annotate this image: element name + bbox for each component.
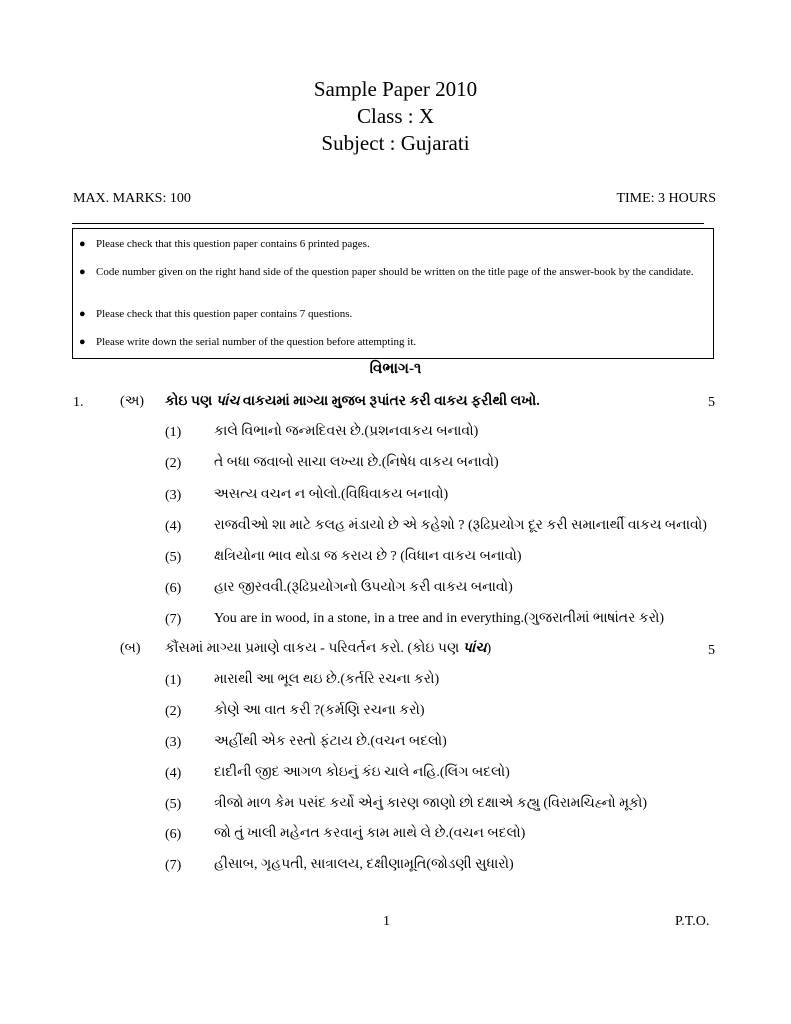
item-text: તે બધા જવાબો સાચા લખ્યા છે.(નિષેધ વાકય બનાવો) [214,455,499,470]
question-number: 1. [73,395,84,410]
item-number: (5) [165,797,182,812]
item-text: હાર જીરવવી.(રૂઢિપ્રયોગનો ઉપયોગ કરી વાકય બનાવો) [214,580,513,595]
item-number: (6) [165,581,182,596]
class-line: Class : X [356,104,434,128]
prompt-post: ) [486,641,492,656]
time-allowed: TIME: 3 HOURS [616,191,716,206]
item-number: (4) [165,766,182,781]
item-number: (1) [165,673,182,688]
item-text: You are in wood, in a stone, in a tree and in everything.(ગુજરાતીમાં ભાષાંતર કરો) [214,611,665,626]
item-text: ક્ષત્રિયોના ભાવ થોડા જ કરાય છે ? (વિધાન વાકય બનાવો) [214,549,522,564]
item-text: હીસાબ, ગૃહપતી, સાત્રાલય, દક્ષીણામૂતિ(જોડણી સુધારો) [214,857,514,872]
max-marks: MAX. MARKS: 100 [73,191,191,206]
instruction-text: Please check that this question paper contains 7 questions. [96,308,353,320]
item-text: અસત્ય વચન ન બોલો.(વિધિવાકય બનાવો) [214,487,449,502]
instruction-text: Code number given on the right hand side of the question paper should be written on the title page of the answer-book by the candidate. [96,266,694,278]
bullet-icon: ● [79,308,86,320]
item-text: ત્રીજો માળ કેમ પસંદ કર્યો એનું કારણ જાણો છો દક્ષાએ કહ્યુ (વિરામચિહ્નો મૂકો) [214,796,648,811]
page-number: 1 [383,914,390,929]
header-rule [72,223,704,224]
item-number: (7) [165,612,182,627]
item-text: મારાથી આ ભૂલ થઇ છે.(કર્તરિ રચના કરો) [214,672,440,687]
item-text: જો તું ખાલી મહેનત કરવાનું કામ માથે લે છે.(વચન બદલો) [214,826,526,841]
item-number: (2) [165,456,182,471]
item-number: (1) [165,425,182,440]
subject-line: Subject : Gujarati [321,131,470,155]
bullet-icon: ● [79,266,86,278]
bullet-icon: ● [79,336,86,348]
prompt-pre: કોઇ પણ [165,394,216,409]
item-text: કાલે વિભાનો જન્મદિવસ છે.(પ્રશનવાકય બનાવો) [214,424,479,439]
instruction-text: Please check that this question paper contains 6 printed pages. [96,238,370,250]
item-number: (2) [165,704,182,719]
item-number: (6) [165,827,182,842]
instructions-box [72,228,714,359]
item-number: (5) [165,550,182,565]
paper-title: Sample Paper 2010 [313,77,478,101]
item-text: દાદીની જીદ આગળ કોઇનું કંઇ ચાલે નહિ.(લિંગ બદલો) [214,765,510,780]
pto-label: P.T.O. [675,914,710,929]
prompt-pre: કૌંસમાં માગ્યા પ્રમાણે વાકય - પરિવર્તન કરો. (કોઇ પણ [165,641,463,656]
item-text: રાજવીઓ શા માટે કલહ મંડાયો છે એ કહેશો ? (રૂઢિપ્રયોગ દૂર કરી સમાનાર્થી વાકય બનાવો) [214,518,707,533]
prompt-post: વાકયમાં માગ્યા મુજબ રૂપાંતર કરી વાકય ફરીથી લખો. [239,394,540,409]
prompt-emphasis: પાંચ [215,394,240,409]
instruction-text: Please write down the serial number of the question before attempting it. [96,336,417,348]
section-title: વિભાગ-૧ [369,361,422,377]
part-a-label: (અ) [120,394,145,409]
item-number: (3) [165,488,182,503]
bullet-icon: ● [79,238,86,250]
part-b-label: (બ) [120,641,141,656]
prompt-emphasis: પાંચ [462,641,487,656]
item-number: (3) [165,735,182,750]
part-a-prompt [165,394,540,410]
item-number: (4) [165,519,182,534]
item-text: કોણે આ વાત કરી ?(કર્મણિ રચના કરો) [214,703,425,718]
item-number: (7) [165,858,182,873]
part-b-marks: 5 [708,643,715,658]
item-text: અહીંથી એક રસ્તો ફંટાય છે.(વચન બદલો) [214,734,447,749]
part-a-marks: 5 [708,395,715,410]
part-b-prompt [165,641,491,657]
